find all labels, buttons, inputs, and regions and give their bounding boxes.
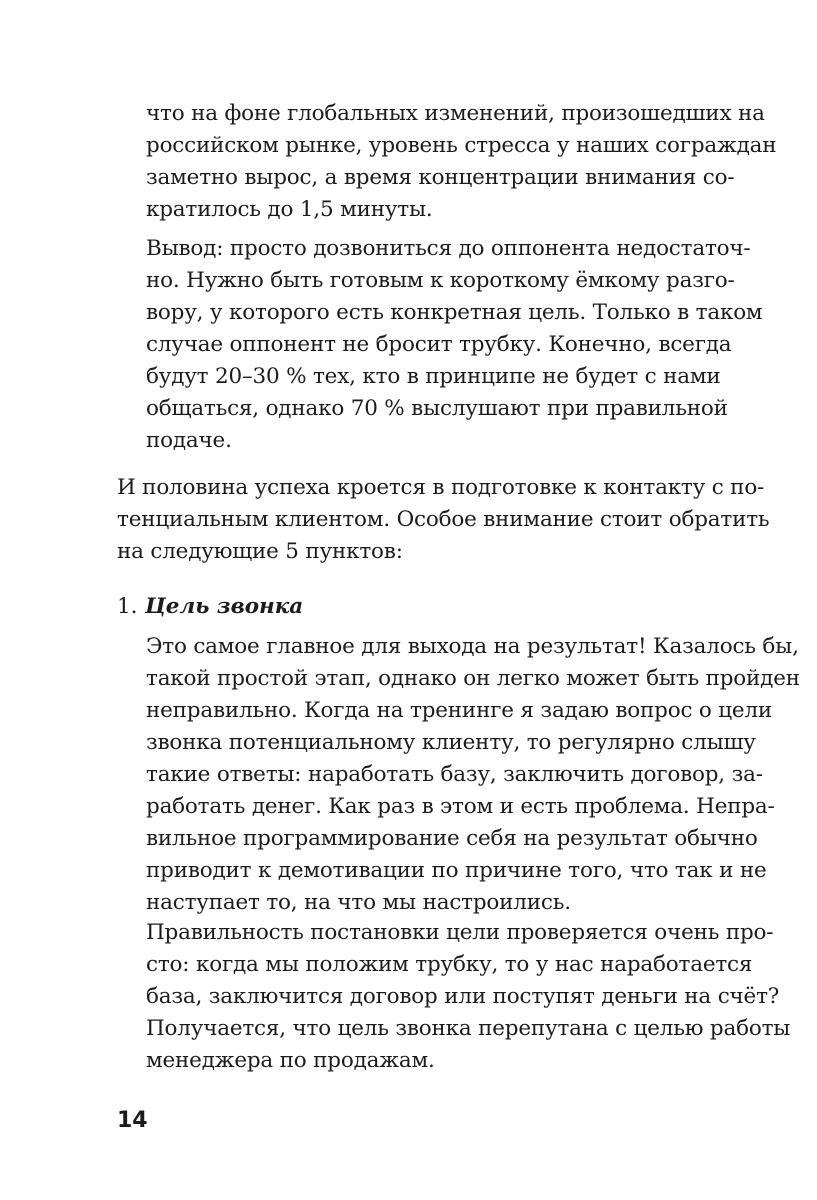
quote-paragraph-1 <box>146 98 777 226</box>
list-item-number: 1. <box>117 594 138 619</box>
text-line: случае оппонент не бросит трубку. Конечно, всегда <box>146 332 732 357</box>
list-item-paragraph-2 <box>146 917 791 1077</box>
text-line: кратилось до 1,5 минуты. <box>146 197 433 222</box>
text-line: наступает то, на что мы настроились. <box>146 890 571 915</box>
text-line: но. Нужно быть готовым к короткому ёмкому разго- <box>146 268 735 293</box>
text-line: российском рынке, уровень стресса у наших сограждан <box>146 133 777 158</box>
text-line: менеджера по продажам. <box>146 1048 435 1073</box>
text-line: Правильность постановки цели проверяется очень про- <box>146 920 774 945</box>
text-line: сто: когда мы положим трубку, то у нас наработается <box>146 952 753 977</box>
quote-paragraph-2 <box>146 233 763 457</box>
text-line: Вывод: просто дозвониться до оппонента недостаточ- <box>146 236 751 261</box>
text-line: будут 20–30 % тех, кто в принципе не будет с нами <box>146 364 721 389</box>
text-line: такие ответы: наработать базу, заключить договор, за- <box>146 762 763 787</box>
text-line: вильное программирование себя на результат обычно <box>146 826 758 851</box>
text-line: И половина успеха кроется в подготовке к контакту с по- <box>117 475 765 500</box>
list-item-title: Цель звонка <box>145 594 304 619</box>
text-line: на следующие 5 пунктов: <box>117 539 403 564</box>
text-line: подаче. <box>146 428 232 453</box>
text-line: работать денег. Как раз в этом и есть проблема. Непра- <box>146 794 775 819</box>
text-line: приводит к демотивации по причине того, что так и не <box>146 858 767 883</box>
text-line: заметно вырос, а время концентрации внимания со- <box>146 165 735 190</box>
main-paragraph <box>117 472 770 568</box>
text-line: неправильно. Когда на тренинге я задаю вопрос о цели <box>146 698 773 723</box>
text-line: общаться, однако 70 % выслушают при правильной <box>146 396 728 421</box>
text-line: Получается, что цель звонка перепутана с целью работы <box>146 1016 791 1041</box>
page-number: 14 <box>117 1108 148 1133</box>
text-line: база, заключится договор или поступят деньги на счёт? <box>146 984 780 1009</box>
text-line: тенциальным клиентом. Особое внимание стоит обратить <box>117 507 770 532</box>
text-line: что на фоне глобальных изменений, произошедших на <box>146 101 765 126</box>
text-line: звонка потенциальному клиенту, то регулярно слышу <box>146 730 756 755</box>
text-line: такой простой этап, однако он легко может быть пройден <box>146 666 800 691</box>
text-line: вору, у которого есть конкретная цель. Только в таком <box>146 300 763 325</box>
list-item-paragraph-1 <box>146 631 800 919</box>
list-item-heading <box>117 591 713 623</box>
text-line: Это самое главное для выхода на результат! Казалось бы, <box>146 634 799 659</box>
